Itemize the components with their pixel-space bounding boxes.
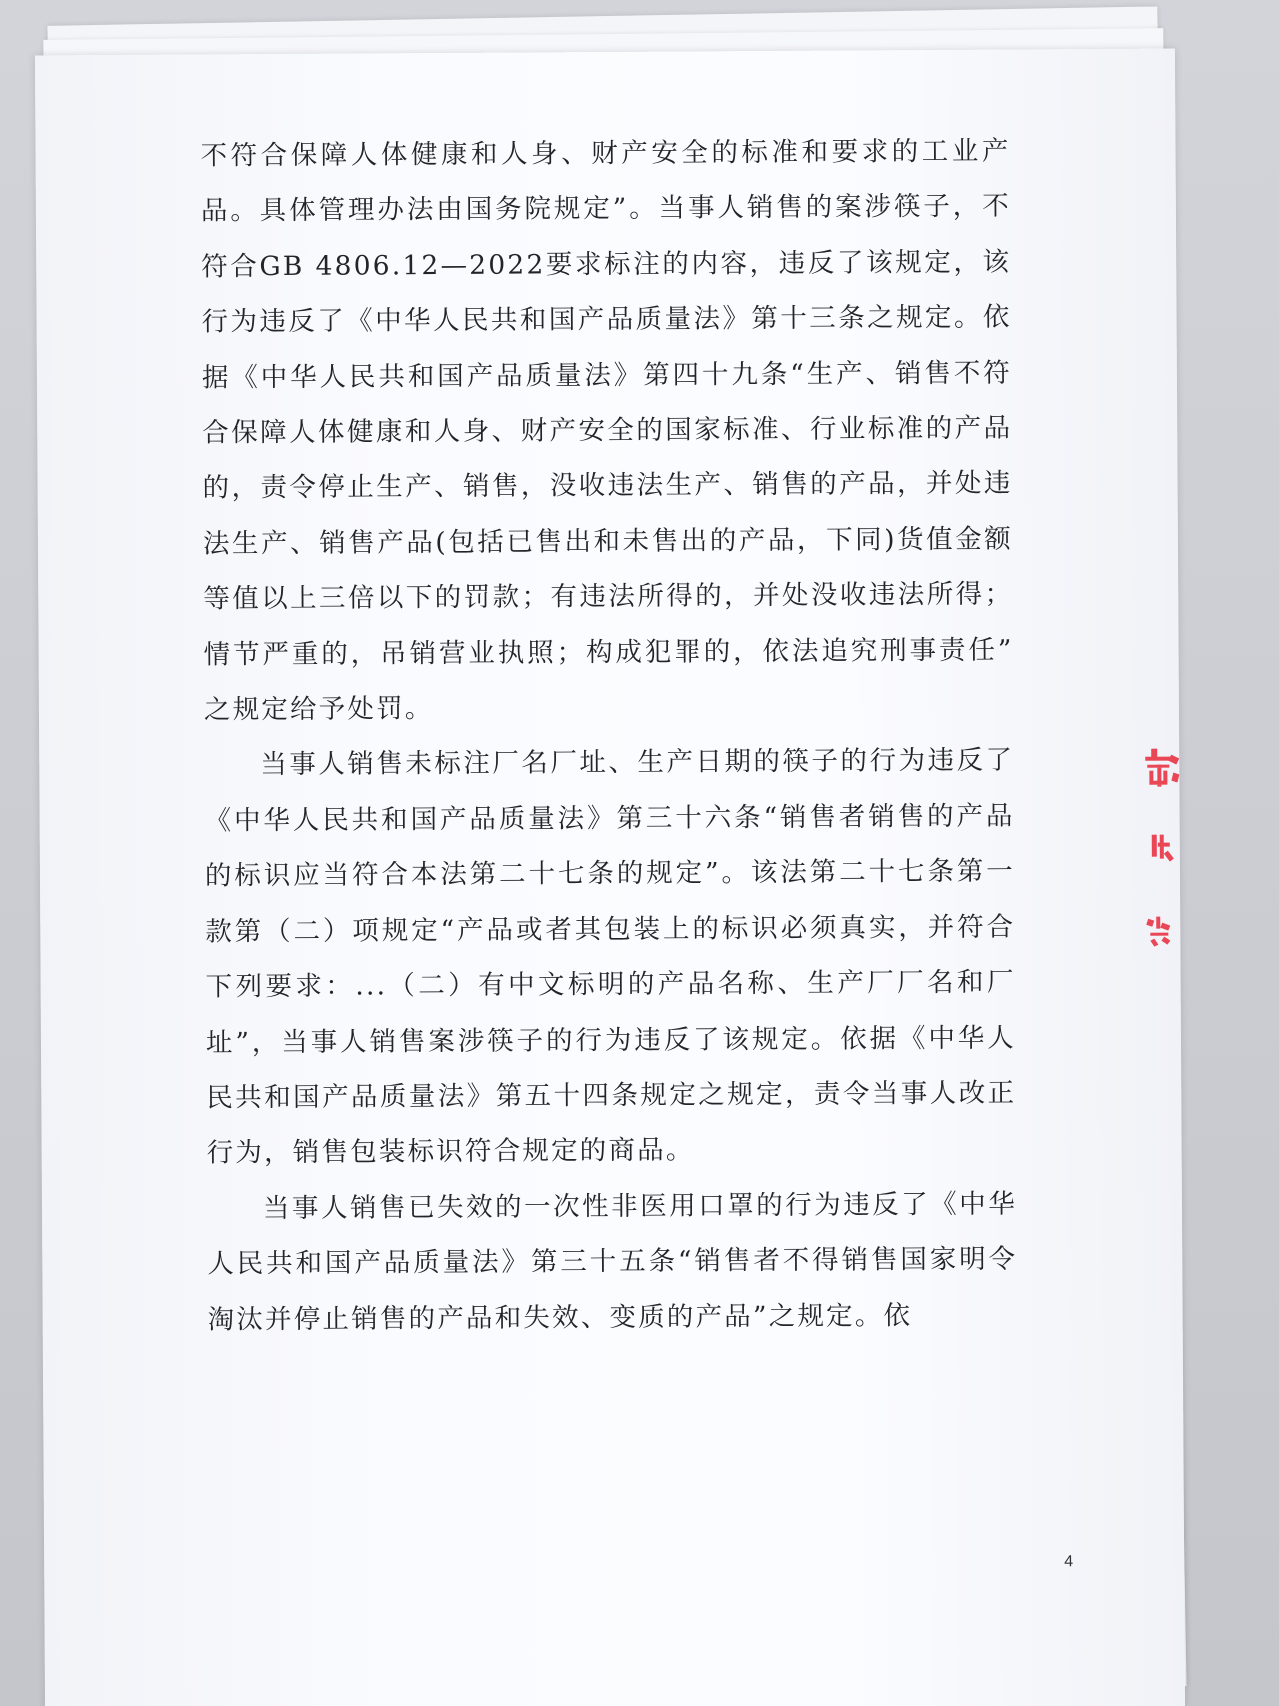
page-number: 4	[1064, 1553, 1074, 1571]
paragraph-2: 当事人销售未标注厂名厂址、生产日期的筷子的行为违反了《中华人民共和国产品质量法》第三十六条“销售者销售的产品的标识应当符合本法第二十七条的规定”。该法第二十七条第一款第（二）项规定“产品或者其包装上的标识必须真实，并符合下列要求：...（二）有中文标明的产品名称、生产厂厂名和厂址”，当事人销售案涉筷子的行为违反了该规定。依据《中华人民共和国产品质量法》第五十四条规定之规定，责令当事人改正行为，销售包装标识符合规定的商品。	[204, 744, 1017, 1169]
paragraph-1: 不符合保障人体健康和人身、财产安全的标准和要求的工业产品。具体管理办法由国务院规定”。当事人销售的案涉筷子，不符合GB 4806.12—2022要求标注的内容，违反了该规定，该行为违反了《中华人民共和国产品质量法》第十三条之规定。依据《中华人民共和国产品质量法》第四十九条“生产、销售不符合保障人体健康和人身、财产安全的国家标准、行业标准的产品的，责令停止生产、销售，没收违法生产、销售的产品，并处违法生产、销售产品(包括已售出和未售出的产品，下同)货值金额等值以上三倍以下的罚款；有违法所得的，并处没收违法所得；情节严重的，吊销营业执照；构成犯罪的，依法追究刑事责任” 之规定给予处罚。	[200, 135, 1043, 726]
document-body	[200, 124, 1043, 1348]
red-seal-stamp-partial	[1137, 738, 1186, 978]
document-page	[35, 49, 1185, 1706]
paragraph-3: 当事人销售已失效的一次性非医用口罩的行为违反了《中华人民共和国产品质量法》第三十五条“销售者不得销售国家明令淘汰并停止销售的产品和失效、变质的产品”之规定。依	[207, 1188, 1018, 1335]
